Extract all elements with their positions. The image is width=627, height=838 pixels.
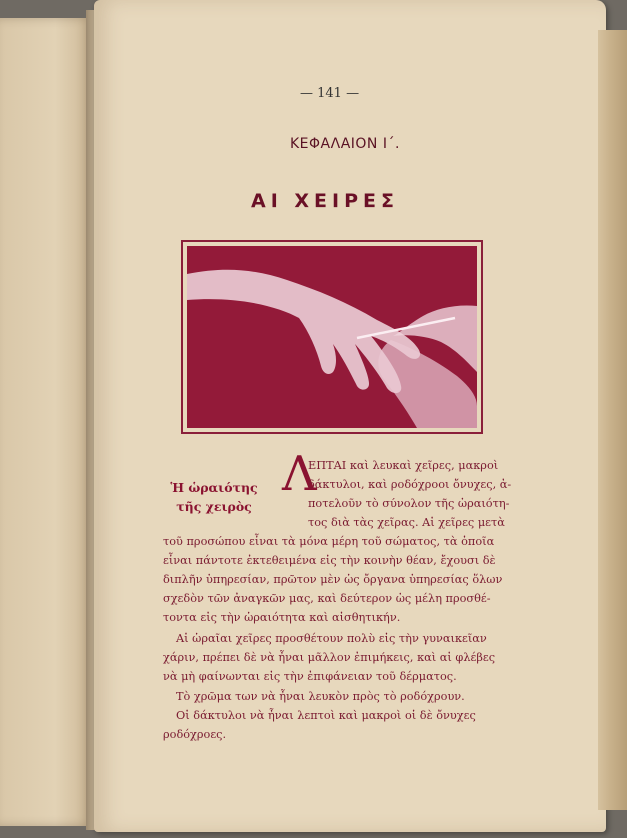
text-line: εἶναι πάντοτε ἐκτεθειμένα εἰς τὴν κοινὴν θέαν, ἔχουσι δὲ bbox=[163, 554, 496, 567]
text-line: χάριν, πρέπει δὲ νὰ ἦναι μᾶλλον ἐπιμήκεις, καὶ αἱ φλέβες bbox=[163, 651, 496, 664]
text-line: δάκτυλοι, καὶ ροδόχροοι ὄνυχες, ἀ- bbox=[308, 478, 512, 491]
text-line: ΕΠΤΑΙ καὶ λευκαὶ χεῖρες, μακροὶ bbox=[308, 459, 499, 472]
drop-cap: Λ bbox=[282, 446, 317, 502]
text-line: τοντα εἰς τὴν ὡραιότητα καὶ αἰσθητικήν. bbox=[163, 611, 401, 624]
hand-illustration bbox=[181, 240, 483, 434]
page-title: ΑΙ ΧΕΙΡΕΣ bbox=[251, 190, 399, 212]
text-line: Οἱ δάκτυλοι νὰ ἦναι λεπτοὶ καὶ μακροὶ οἱ δὲ ὄνυχες bbox=[176, 709, 476, 722]
margin-note-line: Ἡ ὡραιότης bbox=[170, 480, 258, 495]
margin-note-line: τῆς χειρὸς bbox=[176, 499, 252, 514]
left-page bbox=[0, 18, 92, 826]
hand-manicure-icon bbox=[187, 246, 477, 428]
page-number: — 141 — bbox=[300, 86, 360, 101]
text-line: τοῦ προσώπου εἶναι τὰ μόνα μέρη τοῦ σώματος, τὰ ὁποῖα bbox=[163, 535, 495, 548]
text-line: Αἱ ὡραῖαι χεῖρες προσθέτουν πολὺ εἰς τὴν γυναικεῖαν bbox=[176, 632, 487, 645]
page-edges bbox=[598, 30, 627, 810]
text-line: ποτελοῦν τὸ σύνολον τῆς ὡραιότη- bbox=[308, 497, 510, 510]
chapter-heading: ΚΕΦΑΛΑΙΟΝ Ι΄. bbox=[290, 136, 400, 152]
text-line: νὰ μὴ φαίνωνται εἰς τὴν ἐπιφάνειαν τοῦ δέρματος. bbox=[163, 670, 457, 683]
text-line: διπλῆν ὑπηρεσίαν, πρῶτον μὲν ὡς ὄργανα ὑπηρεσίας ὅλων bbox=[163, 573, 503, 586]
text-line: Τὸ χρῶμα των νὰ ἦναι λευκὸν πρὸς τὸ ροδόχρουν. bbox=[176, 690, 465, 703]
text-line: σχεδὸν τῶν ἀναγκῶν μας, καὶ δεύτερον ὡς μέλη προσθέ- bbox=[163, 592, 491, 605]
margin-note bbox=[158, 478, 270, 516]
text-line: ροδόχροες. bbox=[163, 728, 227, 741]
text-line: τος διὰ τὰς χεῖρας. Αἱ χεῖρες μετὰ bbox=[308, 516, 505, 529]
